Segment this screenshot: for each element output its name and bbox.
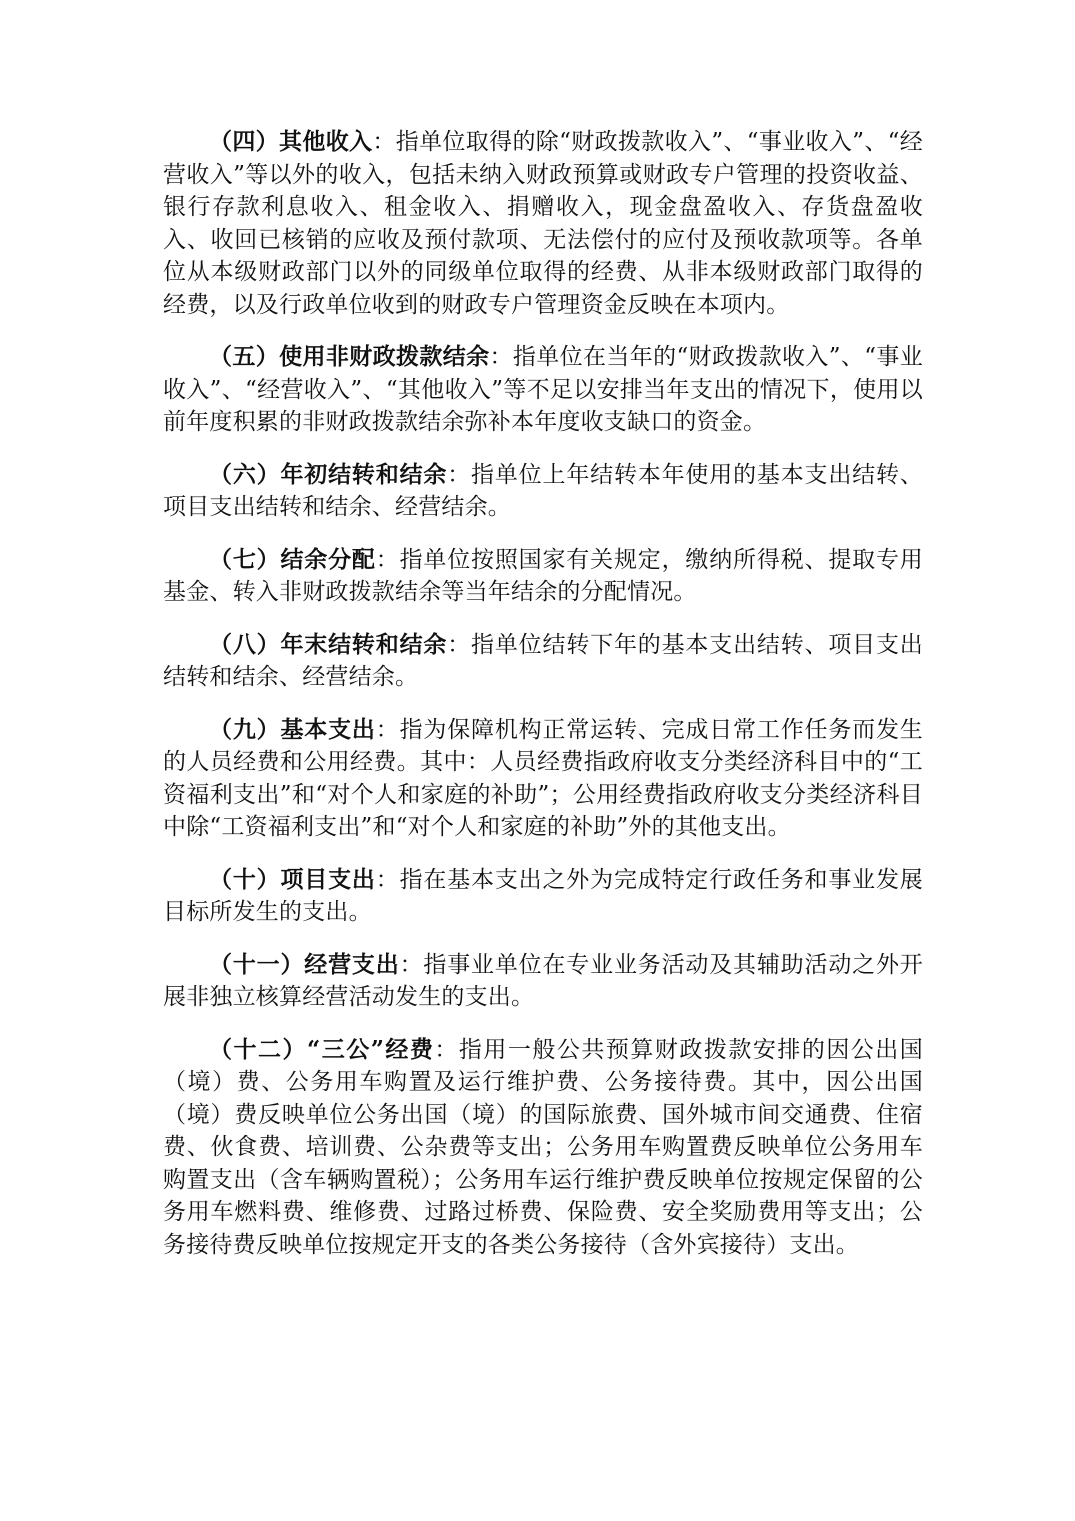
paragraph-three-public-expenses <box>163 1034 923 1262</box>
term-heading: （十）项目支出 <box>209 865 376 893</box>
term-heading: （六）年初结转和结余 <box>209 460 448 488</box>
term-definition: ：指单位取得的除“财政拨款收入”、“事业收入”、“经营收入”等以外的收入，包括未纳入财政预算或财政专户管理的投资收益、银行存款利息收入、租金收入、捐赠收入，现金盘盈收入、存货盘盈收入、收回已核销的应收及预付款项、无法偿付的应付及预收款项等。各单位从本级财政部门以外的同级单位取得的经费、从非本级财政部门取得的经费，以及行政单位收到的财政专户管理资金反映在本项内。 <box>163 129 923 318</box>
paragraph-surplus-distribution <box>163 544 923 609</box>
term-heading: （九）基本支出 <box>209 715 376 743</box>
paragraph-other-income <box>163 126 923 321</box>
paragraph-project-expenditure <box>163 864 923 929</box>
paragraph-non-fiscal-surplus <box>163 341 923 439</box>
term-definition: ：指用一般公共预算财政拨款安排的因公出国（境）费、公务用车购置及运行维护费、公务接待费。其中，因公出国（境）费反映单位公务出国（境）的国际旅费、国外城市间交通费、住宿费、伙食费、培训费、公杂费等支出；公务用车购置费反映单位公务用车购置支出（含车辆购置税）；公务用车运行维护费反映单位按规定保留的公务用车燃料费、维修费、过路过桥费、保险费、安全奖励费用等支出；公务接待费反映单位按规定开支的各类公务接待（含外宾接待）支出。 <box>163 1036 923 1258</box>
document-body <box>163 126 923 1281</box>
paragraph-closing-carryover <box>163 629 923 694</box>
term-heading: （七）结余分配 <box>209 545 376 573</box>
term-heading: （八）年末结转和结余 <box>209 630 448 658</box>
term-heading: （五）使用非财政拨款结余 <box>209 343 490 370</box>
term-definition: ：指为保障机构正常运转、完成日常工作任务而发生的人员经费和公用经费。其中：人员经费指政府收支分类经济科目中的“工资福利支出”和“对个人和家庭的补助”；公用经费指政府收支分类经济科目中除“工资福利支出”和“对个人和家庭的补助”外的其他支出。 <box>163 716 923 840</box>
term-heading: （四）其他收入 <box>209 128 373 155</box>
term-definition: ：指单位结转下年的基本支出结转、项目支出结转和结余、经营结余。 <box>163 631 924 690</box>
term-definition: ：指在基本支出之外为完成特定行政任务和事业发展目标所发生的支出。 <box>163 866 923 925</box>
term-definition: ：指单位上年结转本年使用的基本支出结转、项目支出结转和结余、经营结余。 <box>163 461 924 520</box>
term-definition: ：指单位按照国家有关规定，缴纳所得税、提取专用基金、转入非财政拨款结余等当年结余的分配情况。 <box>163 546 923 605</box>
term-heading: （十二）“三公”经费 <box>209 1035 435 1063</box>
term-heading: （十一）经营支出 <box>209 950 400 978</box>
term-definition: ：指事业单位在专业业务活动及其辅助活动之外开展非独立核算经营活动发生的支出。 <box>163 951 923 1010</box>
paragraph-basic-expenditure <box>163 714 923 844</box>
term-definition: ：指单位在当年的“财政拨款收入”、“事业收入”、“经营收入”、“其他收入”等不足以安排当年支出的情况下，使用以前年度积累的非财政拨款结余弥补本年度收支缺口的资金。 <box>163 344 923 435</box>
paragraph-operating-expenditure <box>163 949 923 1014</box>
paragraph-opening-carryover <box>163 459 923 524</box>
